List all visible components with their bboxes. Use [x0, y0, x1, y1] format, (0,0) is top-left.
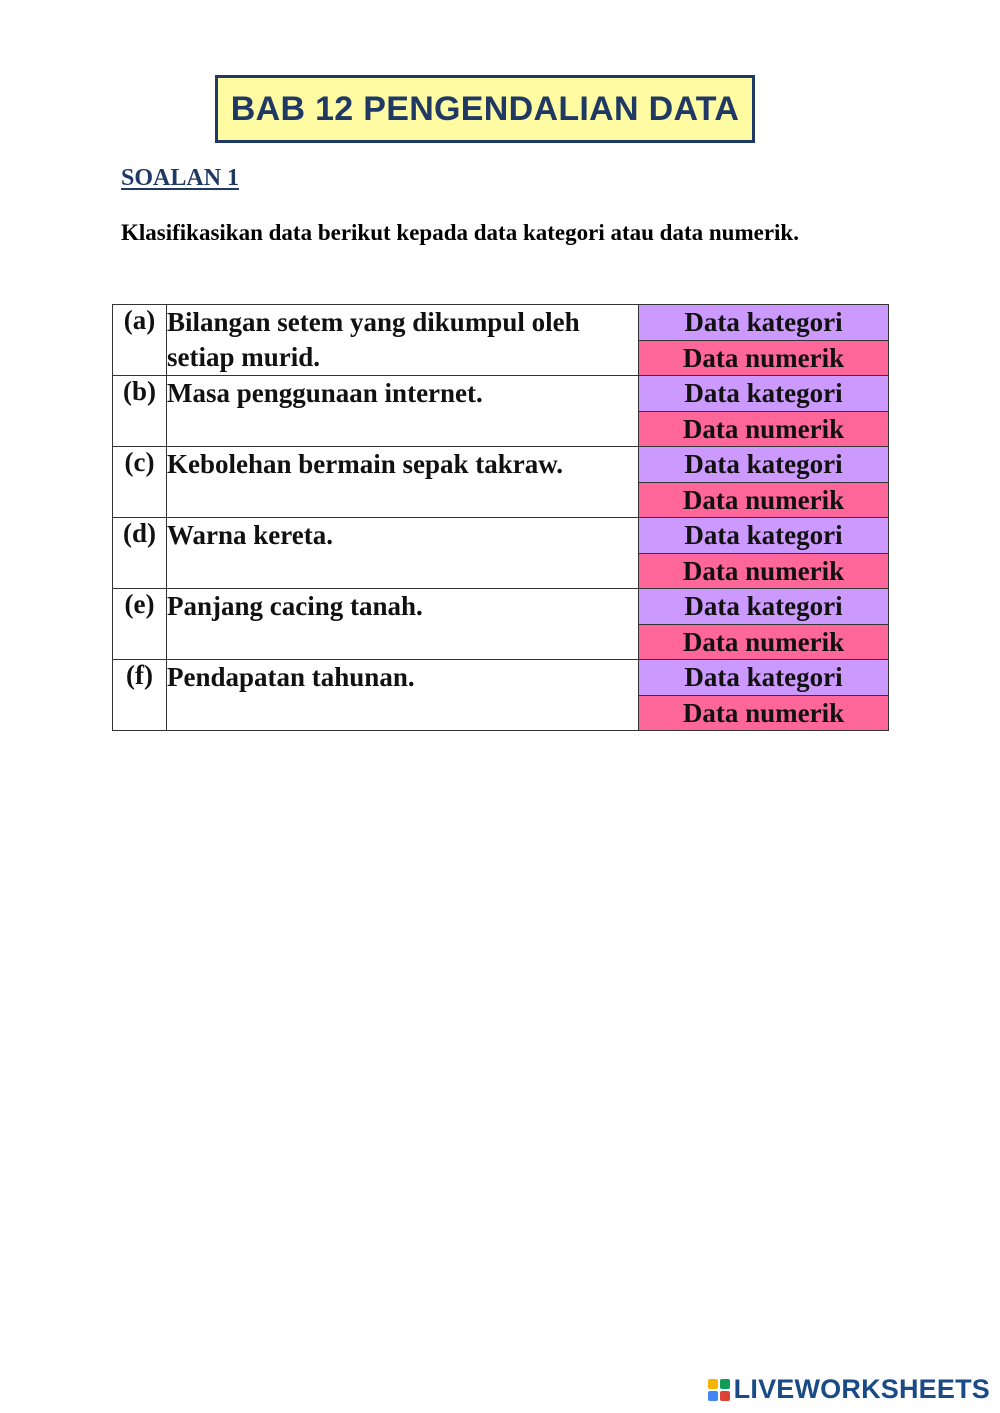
- liveworksheets-logo-icon: [708, 1379, 730, 1401]
- option-data-numerik[interactable]: Data numerik: [639, 482, 889, 518]
- question-label: (c): [113, 447, 167, 518]
- option-data-numerik[interactable]: Data numerik: [639, 553, 889, 589]
- question-text: Kebolehan bermain sepak takraw.: [167, 447, 639, 518]
- option-data-kategori[interactable]: Data kategori: [639, 305, 889, 341]
- option-data-kategori[interactable]: Data kategori: [639, 660, 889, 696]
- question-table: [112, 304, 889, 731]
- question-label: (b): [113, 376, 167, 447]
- brand-text: LIVEWORKSHEETS: [733, 1374, 990, 1404]
- option-data-kategori[interactable]: Data kategori: [639, 589, 889, 625]
- question-text: Panjang cacing tanah.: [167, 589, 639, 660]
- table-row: [113, 589, 889, 625]
- question-label: (e): [113, 589, 167, 660]
- table-row: [113, 660, 889, 696]
- question-text: Masa penggunaan internet.: [167, 376, 639, 447]
- option-data-numerik[interactable]: Data numerik: [639, 340, 889, 376]
- option-data-numerik[interactable]: Data numerik: [639, 624, 889, 660]
- option-data-numerik[interactable]: Data numerik: [639, 411, 889, 447]
- table-row: [113, 376, 889, 412]
- question-label: (f): [113, 660, 167, 731]
- instruction-text: Klasifikasikan data berikut kepada data kategori atau data numerik.: [121, 220, 799, 245]
- option-data-kategori[interactable]: Data kategori: [639, 518, 889, 554]
- question-text: Bilangan setem yang dikumpul oleh setiap murid.: [167, 305, 639, 376]
- question-label: (d): [113, 518, 167, 589]
- option-data-numerik[interactable]: Data numerik: [639, 695, 889, 731]
- question-label: (a): [113, 305, 167, 376]
- table-row: [113, 447, 889, 483]
- option-data-kategori[interactable]: Data kategori: [639, 376, 889, 412]
- page-title: BAB 12 PENGENDALIAN DATA: [230, 89, 740, 128]
- section-label: SOALAN 1: [121, 165, 240, 191]
- title-box: [215, 75, 755, 143]
- question-text: Warna kereta.: [167, 518, 639, 589]
- table-row: [113, 305, 889, 341]
- liveworksheets-logo[interactable]: [708, 1374, 990, 1405]
- table-row: [113, 518, 889, 554]
- question-text: Pendapatan tahunan.: [167, 660, 639, 731]
- option-data-kategori[interactable]: Data kategori: [639, 447, 889, 483]
